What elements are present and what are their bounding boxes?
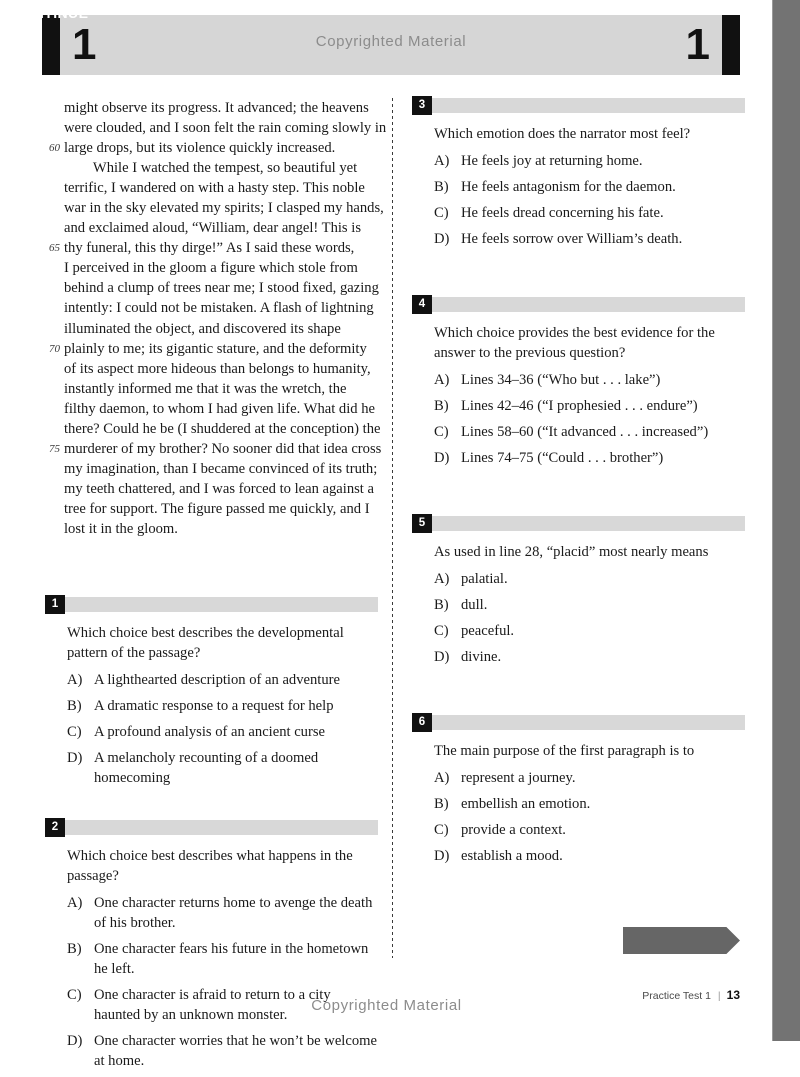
answer-choice-text: Lines 34–36 (“Who but . . . lake”)	[461, 372, 661, 388]
answer-choice-text: One character worries that he won’t be welcome at home.	[94, 1033, 377, 1070]
passage-line: I perceived in the gloom a figure which stole from	[64, 260, 358, 277]
passage-line: and exclaimed aloud, “William, dear angel! This is	[64, 220, 361, 237]
answer-choice-letter: C)	[67, 724, 82, 741]
question-stem: Which emotion does the narrator most feel?	[434, 126, 691, 142]
answer-choice[interactable]	[434, 621, 745, 641]
passage-line: war in the sky elevated my spirits; I clasped my hands,	[64, 200, 384, 217]
answer-choice[interactable]	[434, 370, 745, 390]
answer-choice[interactable]	[67, 939, 378, 979]
page-header-banner	[42, 15, 740, 75]
footer-page-number: 13	[726, 988, 740, 1002]
answer-choice[interactable]	[434, 647, 745, 667]
answer-choice-text: dull.	[461, 597, 488, 613]
passage-line: large drops, but its violence quickly increased.	[64, 140, 336, 157]
answer-choice[interactable]	[434, 768, 745, 788]
answer-choice-list	[434, 768, 745, 866]
answer-choice-text: palatial.	[461, 571, 508, 587]
answer-choice-text: He feels sorrow over William’s death.	[461, 231, 683, 247]
answer-choice-letter: B)	[434, 597, 449, 613]
answer-choice-letter: D)	[434, 848, 450, 864]
answer-choice[interactable]	[434, 203, 745, 223]
footer-copyright-text: Copyrighted Material	[311, 997, 462, 1014]
question-header-bar	[412, 715, 745, 730]
question-header-bar	[45, 597, 378, 612]
passage-line: filthy daemon, to whom I had given life. What did he	[64, 400, 375, 417]
question-number-badge: 3	[412, 96, 432, 115]
passage-line: were clouded, and I soon felt the rain coming slowly in	[64, 120, 387, 137]
answer-choice-text: divine.	[461, 649, 502, 665]
passage-line: behind a clump of trees near me; I stood fixed, gazing	[64, 280, 379, 297]
answer-choice-text: One character fears his future in the hometown he left.	[94, 941, 369, 978]
answer-choice[interactable]	[434, 229, 745, 249]
question-header-bar	[412, 98, 745, 113]
answer-choice-letter: B)	[434, 796, 449, 812]
answer-choice-text: He feels joy at returning home.	[461, 153, 643, 169]
reading-passage	[45, 98, 387, 539]
answer-choice-list	[434, 569, 745, 667]
question-block-2	[45, 820, 378, 1071]
answer-choice-letter: A)	[67, 895, 83, 912]
question-body	[412, 741, 745, 866]
answer-choice-list	[434, 370, 745, 468]
answer-choice[interactable]	[67, 893, 378, 933]
answer-choice[interactable]	[434, 820, 745, 840]
passage-line: my imagination, than I became convinced of its truth;	[64, 460, 378, 477]
passage-line: instantly informed me that it was the wretch, the	[64, 380, 347, 397]
question-header-bar	[412, 516, 745, 531]
answer-choice[interactable]	[434, 422, 745, 442]
question-stem: The main purpose of the first paragraph is to	[434, 743, 695, 759]
answer-choice-text: establish a mood.	[461, 848, 563, 864]
answer-choice[interactable]	[434, 794, 745, 814]
answer-choice-letter: B)	[67, 698, 82, 715]
answer-choice-text: A melancholy recounting of a doomed homecoming	[94, 750, 319, 787]
passage-line: While I watched the tempest, so beautiful yet	[64, 160, 358, 177]
question-number-badge: 6	[412, 713, 432, 732]
passage-line: lost it in the gloom.	[64, 520, 178, 537]
answer-choice-letter: A)	[434, 571, 450, 587]
footer-separator: |	[717, 990, 721, 1002]
question-number-badge: 2	[45, 818, 65, 837]
answer-choice[interactable]	[434, 151, 745, 171]
answer-choice[interactable]	[434, 448, 745, 468]
answer-choice-text: A profound analysis of an ancient curse	[94, 724, 325, 741]
question-header-bar	[412, 297, 745, 312]
answer-choice-letter: D)	[67, 750, 83, 767]
question-stem: Which choice provides the best evidence for the answer to the previous question?	[434, 325, 715, 361]
question-block-5	[412, 516, 745, 667]
answer-choice-text: Lines 42–46 (“I prophesied . . . endure”)	[461, 398, 698, 414]
answer-choice[interactable]	[434, 595, 745, 615]
answer-choice-letter: C)	[434, 205, 449, 221]
answer-choice-text: embellish an emotion.	[461, 796, 591, 812]
answer-choice[interactable]	[67, 722, 378, 742]
answer-choice-letter: B)	[67, 941, 82, 958]
question-block-4	[412, 297, 745, 468]
right-question-list	[412, 98, 745, 866]
question-number-badge: 1	[45, 595, 65, 614]
answer-choice[interactable]	[67, 670, 378, 690]
question-block-6	[412, 715, 745, 866]
passage-line: murderer of my brother? No sooner did that idea cross	[64, 440, 382, 457]
question-body	[412, 124, 745, 249]
section-number-right: 1	[685, 20, 709, 69]
question-stem: Which choice best describes the developmental pattern of the passage?	[67, 625, 344, 662]
answer-choice-letter: B)	[434, 179, 449, 195]
answer-choice-text: Lines 58–60 (“It advanced . . . increased”)	[461, 424, 709, 440]
question-number-badge: 4	[412, 295, 432, 314]
passage-line: my teeth chattered, and I was forced to lean against a	[64, 480, 374, 497]
passage-line-number: 75	[49, 442, 60, 455]
right-column	[412, 98, 745, 872]
answer-choice-text: Lines 74–75 (“Could . . . brother”)	[461, 450, 664, 466]
answer-choice-text: represent a journey.	[461, 770, 576, 786]
passage-line: tree for support. The figure passed me quickly, and I	[64, 500, 370, 517]
answer-choice[interactable]	[67, 1031, 378, 1071]
answer-choice-text: He feels antagonism for the daemon.	[461, 179, 676, 195]
answer-choice-list	[67, 893, 378, 1071]
answer-choice-letter: C)	[434, 822, 449, 838]
passage-line: might observe its progress. It advanced; the heavens	[64, 100, 369, 116]
answer-choice[interactable]	[434, 396, 745, 416]
answer-choice-list	[434, 151, 745, 249]
passage-line-number: 65	[49, 242, 60, 255]
question-header-bar	[45, 820, 378, 835]
question-body	[45, 623, 378, 788]
footer-page-info	[642, 988, 740, 1002]
passage-line: terrific, I wandered on with a hasty step. This noble	[64, 180, 365, 197]
page-edge-band	[773, 0, 800, 1041]
question-stem: As used in line 28, “placid” most nearly means	[434, 544, 709, 560]
answer-choice[interactable]	[434, 177, 745, 197]
answer-choice-letter: D)	[67, 1033, 83, 1050]
question-body	[412, 542, 745, 667]
answer-choice-letter: C)	[434, 623, 449, 639]
answer-choice-text: provide a context.	[461, 822, 566, 838]
answer-choice-text: peaceful.	[461, 623, 515, 639]
header-copyright-text: Copyrighted Material	[315, 33, 467, 50]
question-stem: Which choice best describes what happens in the passage?	[67, 848, 353, 885]
answer-choice[interactable]	[67, 748, 378, 788]
answer-choice-letter: C)	[434, 424, 449, 440]
passage-line: illuminated the object, and discovered its shape	[64, 320, 341, 337]
answer-choice-list	[67, 670, 378, 788]
answer-choice-letter: A)	[434, 372, 450, 388]
answer-choice-letter: D)	[434, 231, 450, 247]
column-divider	[392, 98, 393, 958]
answer-choice[interactable]	[434, 569, 745, 589]
passage-line-number: 70	[49, 342, 60, 355]
footer-test-name: Practice Test 1	[642, 990, 711, 1002]
answer-choice[interactable]	[434, 846, 745, 866]
answer-choice-text: A lighthearted description of an adventure	[94, 672, 340, 689]
question-body	[412, 323, 745, 468]
answer-choice-letter: B)	[434, 398, 449, 414]
answer-choice-text: A dramatic response to a request for help	[94, 698, 334, 715]
question-block-1	[45, 597, 378, 788]
continue-button[interactable]	[623, 927, 740, 954]
passage-line: thy funeral, this thy dirge!” As I said these words,	[64, 240, 355, 257]
passage-text	[45, 98, 387, 539]
answer-choice-letter: A)	[67, 672, 83, 689]
answer-choice-letter: A)	[434, 153, 450, 169]
section-number-left: 1	[72, 20, 96, 69]
answer-choice[interactable]	[67, 696, 378, 716]
answer-choice-text: One character is afraid to return to a city haunted by an unknown monster.	[94, 987, 331, 1024]
passage-line: plainly to me; its gigantic stature, and the deformity	[64, 340, 367, 357]
answer-choice-letter: D)	[434, 649, 450, 665]
continue-button-label: CONTINUE	[12, 5, 89, 21]
question-block-3	[412, 98, 745, 249]
answer-choice-text: He feels dread concerning his fate.	[461, 205, 664, 221]
passage-line: intently: I could not be mistaken. A flash of lightning	[64, 300, 374, 317]
answer-choice-text: One character returns home to avenge the death of his brother.	[94, 895, 373, 932]
question-body	[45, 846, 378, 1071]
passage-line: there? Could he be (I shuddered at the conception) the	[64, 420, 381, 437]
answer-choice-letter: D)	[434, 450, 450, 466]
passage-line: of its aspect more hideous than belongs to humanity,	[64, 360, 371, 377]
answer-choice-letter: C)	[67, 987, 82, 1004]
answer-choice-letter: A)	[434, 770, 450, 786]
question-number-badge: 5	[412, 514, 432, 533]
passage-line-number: 60	[49, 142, 60, 155]
